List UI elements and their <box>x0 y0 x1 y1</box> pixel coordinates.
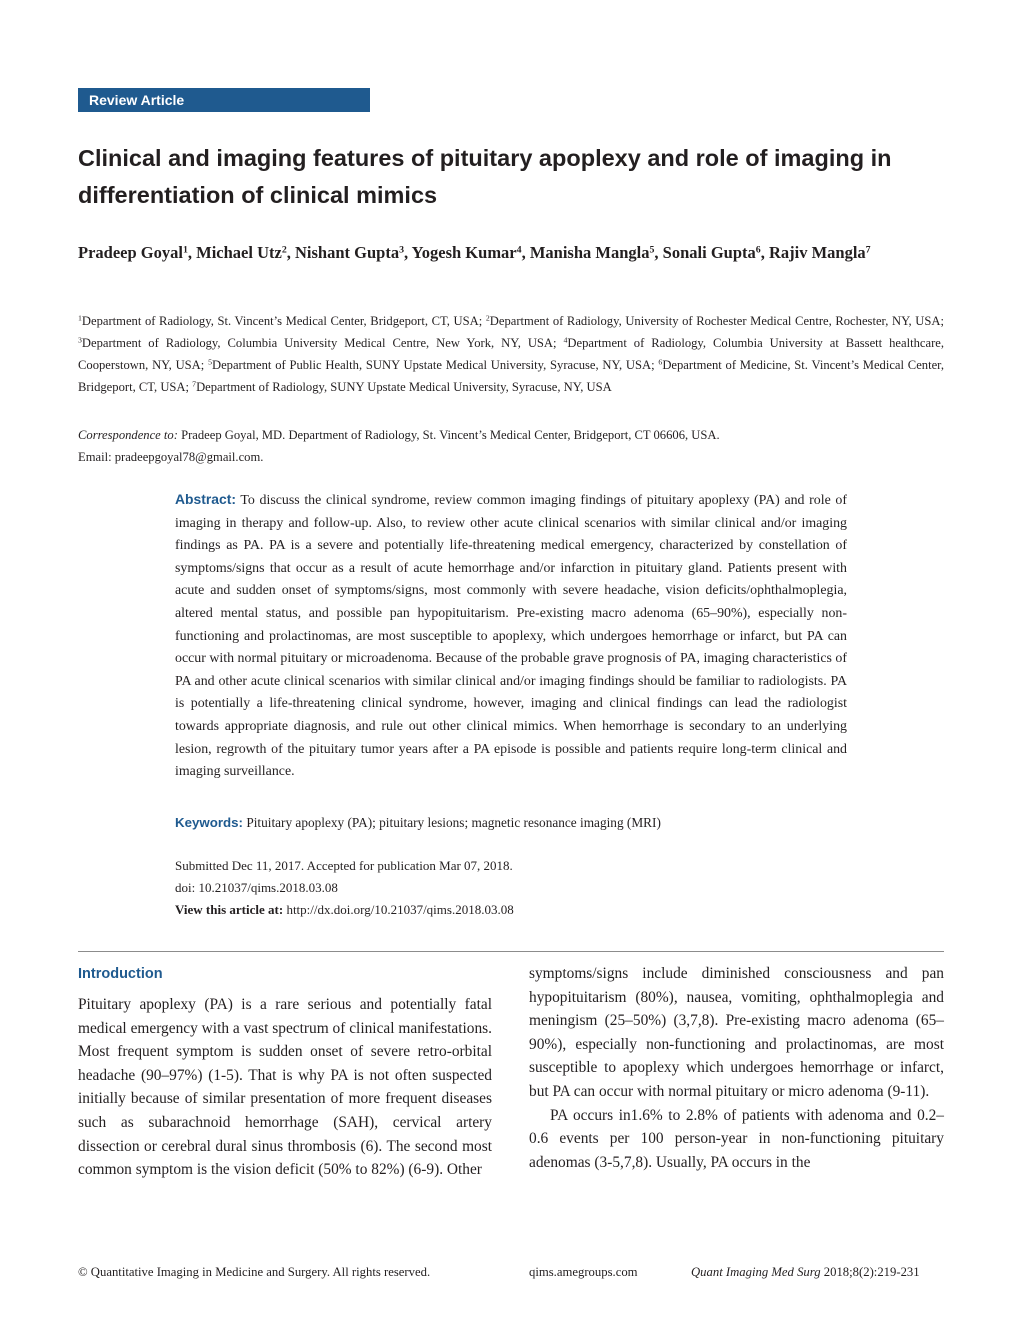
footer-volume: 2018;8(2):219-231 <box>823 1265 920 1279</box>
view-article-link[interactable]: http://dx.doi.org/10.21037/qims.2018.03.08 <box>286 902 514 917</box>
author-affiliation-number: 7 <box>865 244 871 256</box>
affiliation-text: Department of Public Health, SUNY Upstate Medical University, Syracuse, NY, USA; <box>211 358 655 372</box>
intro-paragraph-2: symptoms/signs include diminished consciousness and pan hypopituitarism (80%), nausea, vomiting, ophthalmoplegia and meningism (25–50%) (3,7,8). Pre-existing macro adenoma (65–90%), especially non-functioning and prolactinomas, are most susceptible to apoplexy which undergoes hemorrhage or infarct, but PA can occur with normal pituitary or micro adenoma (9-11). <box>529 965 944 1100</box>
affiliation-text: Department of Radiology, St. Vincent’s Medical Center, Bridgeport, CT, USA; <box>81 314 483 328</box>
affiliation-number: 3 <box>78 335 82 345</box>
affiliation-number: 7 <box>192 379 197 389</box>
keywords-label: Keywords: <box>175 815 243 830</box>
intro-paragraph-1: Pituitary apoplexy (PA) is a rare serious and potentially fatal medical emergency with a vast spectrum of clinical manifestations. Most frequent symptom is sudden onset of severe retro-orbital headache (90–97%) (1-5). That is why PA is not often suspected initially because of similar presentation of more frequent diseases such as subarachnoid hemorrhage (SAH), cervical artery dissection or cerebral dural sinus thrombosis (6). The second most common symptom is the vision deficit (50% to 82%) (6-9). Other <box>78 996 492 1179</box>
submission-info <box>175 855 847 921</box>
footer-copyright: © Quantitative Imaging in Medicine and Surgery. All rights reserved. <box>78 1265 431 1279</box>
affiliation-text: Department of Radiology, SUNY Upstate Medical University, Syracuse, NY, USA <box>196 380 612 394</box>
abstract-text: To discuss the clinical syndrome, review common imaging findings of pituitary apoplexy (PA) and role of imaging in therapy and follow-up. Also, to review other acute clinical scenarios with similar clinical and/or imaging findings as PA. PA is a severe and potentially life-threatening medical emergency, characterized by constellation of symptoms/signs that occur as a result of acute hemorrhage and/or infarction in pituitary gland. Patients present with acute and sudden onset of symptoms/signs, most commonly with severe headache, vision deficits/ophthalmoplegia, altered mental status, and possible pan hypopituitarism. Pre-existing macro adenoma (65–90%), especially non-functioning and prolactinomas, are most susceptible to apoplexy, which undergoes hemorrhage or infarct, but PA can occur with normal pituitary or microadenoma. Because of the probable grave prognosis of PA, imaging characteristics of PA and other acute clinical scenarios with similar clinical and/or imaging findings should be familiar to radiologists. PA is potentially a life-threatening clinical syndrome, however, imaging and clinical findings can lead the radiologist towards appropriate diagnosis, and rule out other clinical mimics. When hemorrhage is secondary to an underlying lesion, regrowth of the pituitary tumor years after a PA episode is possible and patients require long-term clinical and imaging surveillance. <box>175 493 847 780</box>
article-title: Clinical and imaging features of pituitary apoplexy and role of imaging in differentiation of clinical mimics <box>78 145 892 208</box>
author-name: Yogesh Kumar <box>411 243 517 262</box>
view-article-label: View this article at: <box>175 902 284 917</box>
correspondence-text: Pradeep Goyal, MD. Department of Radiology, St. Vincent’s Medical Center, Bridgeport, CT 06606, USA. <box>181 428 720 442</box>
abstract-label: Abstract: <box>175 491 236 507</box>
author-name: Pradeep Goyal <box>78 243 183 262</box>
correspondence-label: Correspondence to: <box>78 428 178 442</box>
affiliation-text: Department of Radiology, Columbia University at Bassett healthcare, Cooperstown, NY, USA; <box>78 336 945 372</box>
correspondence <box>78 424 944 468</box>
author-affiliation-number: 6 <box>755 244 761 256</box>
section-divider <box>78 951 944 952</box>
author-name: Sonali Gupta <box>662 243 756 262</box>
view-article <box>175 899 847 921</box>
abstract <box>175 488 847 784</box>
affiliations <box>78 310 944 398</box>
intro-paragraph-3: PA occurs in1.6% to 2.8% of patients with adenoma and 0.2–0.6 events per 100 person-year in non-functioning pituitary adenomas (3-5,7,8). Usually, PA occurs in the <box>529 1106 944 1171</box>
affiliation-number: 6 <box>658 357 663 367</box>
author-name: Michael Utz <box>196 243 282 262</box>
author-affiliation-number: 1 <box>182 244 188 256</box>
submission-dates: Submitted Dec 11, 2017. Accepted for publication Mar 07, 2018. <box>175 858 513 873</box>
body-column-left <box>78 993 492 1182</box>
footer-journal: Quant Imaging Med Surg <box>691 1265 821 1279</box>
affiliation-number: 5 <box>208 357 212 367</box>
author-name: Nishant Gupta <box>295 243 400 262</box>
footer-citation <box>691 1262 920 1282</box>
keywords-text: Pituitary apoplexy (PA); pituitary lesions; magnetic resonance imaging (MRI) <box>246 815 661 830</box>
author-affiliation-number: 3 <box>399 244 405 256</box>
author-name: Manisha Mangla <box>529 243 650 262</box>
body-column-right <box>529 962 944 1174</box>
affiliation-text: Department of Radiology, Columbia University Medical Centre, New York, NY, USA; <box>81 336 557 350</box>
author-affiliation-number: 4 <box>516 244 522 256</box>
affiliation-number: 4 <box>563 335 568 345</box>
footer-site[interactable]: qims.amegroups.com <box>529 1265 638 1279</box>
author-name: Rajiv Mangla <box>768 243 866 262</box>
introduction-heading: Introduction <box>78 966 163 982</box>
affiliation-number: 2 <box>485 313 490 323</box>
author-list: Pradeep Goyal$^1$, Michael Utz$^2$, Nishant Gupta$^3$, Yogesh Kumar$^4$, Manisha Mangla$^5$, Sonali Gupta$^6$, Rajiv Mangla$^7$ <box>78 243 871 262</box>
author-affiliation-number: 5 <box>649 244 655 256</box>
affiliation-text: Department of Radiology, University of Rochester Medical Centre, Rochester, NY, USA; <box>489 314 944 328</box>
author-affiliation-number: 2 <box>281 244 287 256</box>
affiliation-text: Department of Medicine, St. Vincent’s Medical Center, Bridgeport, CT, USA; <box>78 358 945 394</box>
keywords <box>175 812 847 834</box>
affiliation-number: 1 <box>78 313 82 323</box>
article-type-badge: Review Article <box>78 88 370 112</box>
doi: doi: 10.21037/qims.2018.03.08 <box>175 880 338 895</box>
correspondence-email: Email: pradeepgoyal78@gmail.com. <box>78 450 264 464</box>
